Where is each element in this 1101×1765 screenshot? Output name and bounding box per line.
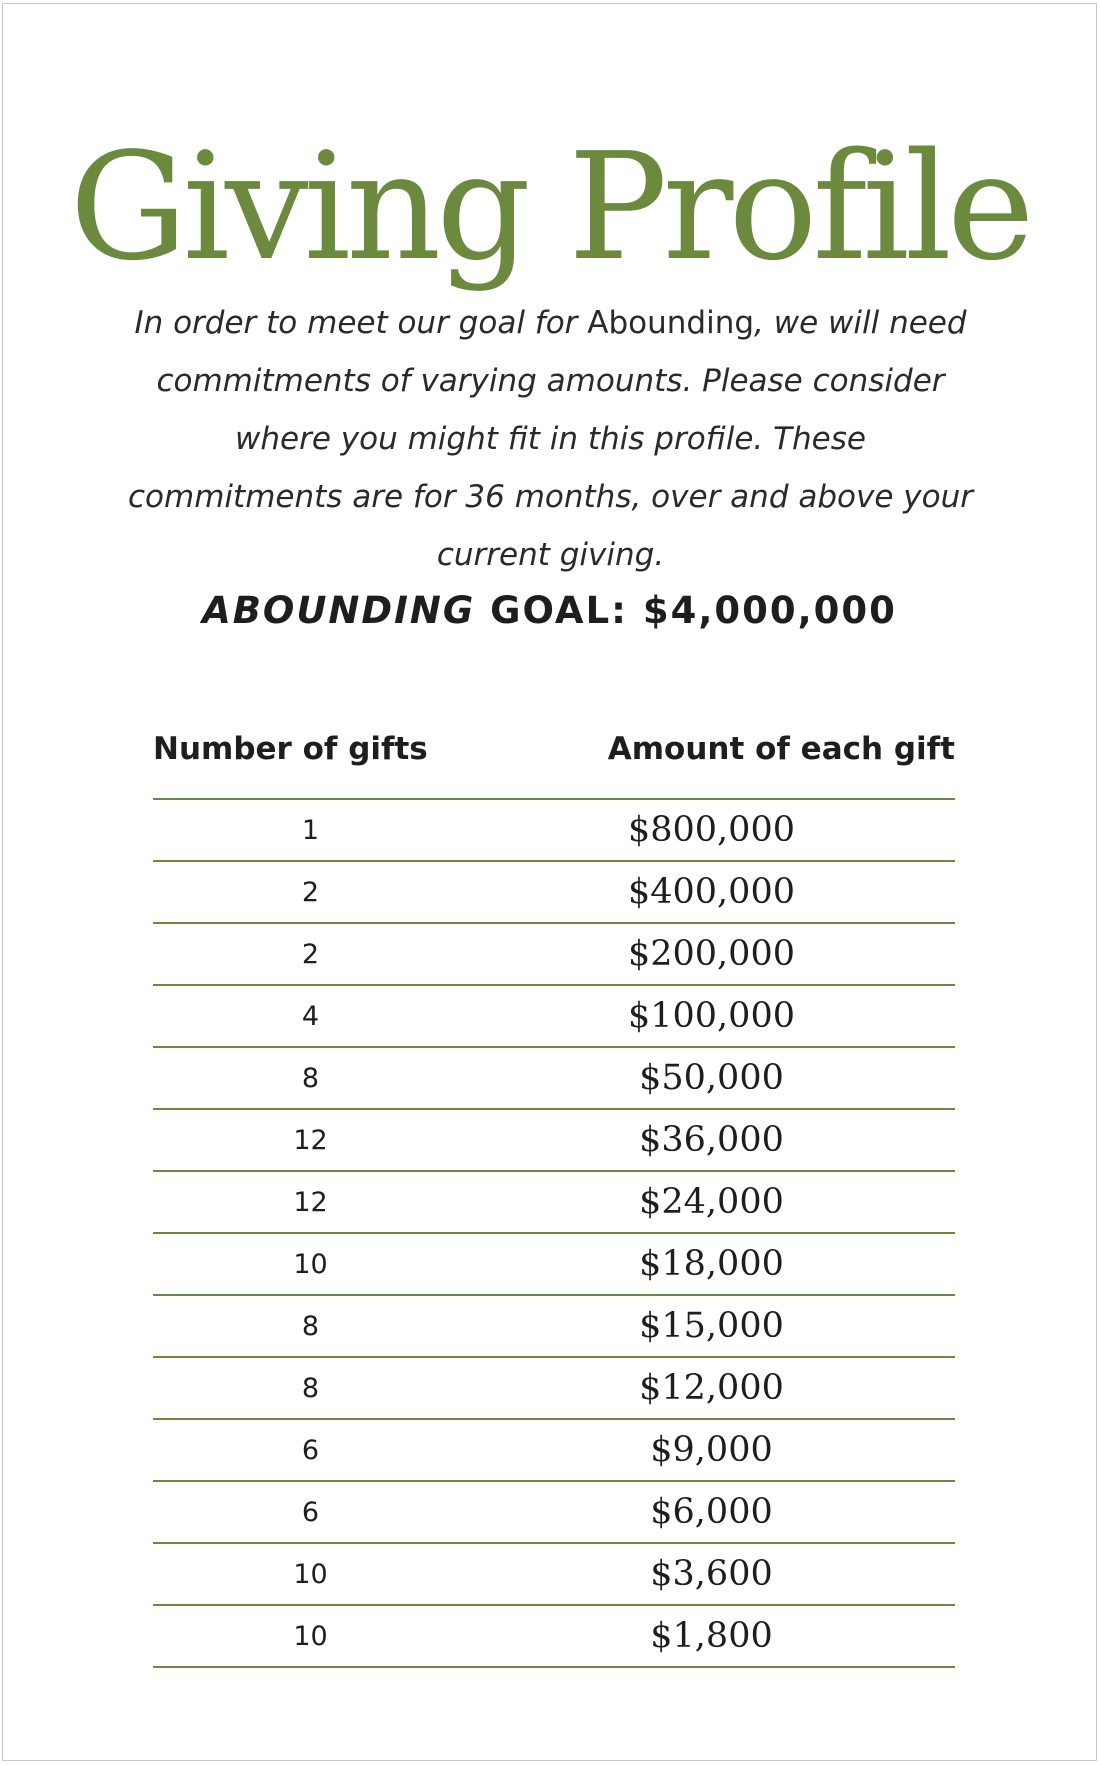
- table-row: [153, 799, 955, 861]
- table-row: [153, 1295, 955, 1357]
- gift-count-cell: 2: [153, 861, 468, 923]
- gift-amount-cell: $6,000: [468, 1481, 955, 1543]
- gift-amount-cell: $18,000: [468, 1233, 955, 1295]
- page-title: Giving Profile: [69, 121, 1030, 293]
- document-page: [2, 3, 1097, 1761]
- goal-label: GOAL:: [475, 589, 643, 632]
- gift-count-cell: 10: [153, 1543, 468, 1605]
- table-row: [153, 1233, 955, 1295]
- gift-amount-cell: $3,600: [468, 1543, 955, 1605]
- intro-text-part2: , we will need commitments of varying amounts. Please consider where you might fit in this profile. These commitments are for 36 months, over and above your current giving.: [128, 305, 973, 573]
- gift-count-cell: 1: [153, 799, 468, 861]
- gift-count-cell: 8: [153, 1047, 468, 1109]
- gift-count-cell: 8: [153, 1357, 468, 1419]
- goal-heading: [3, 589, 1096, 632]
- gift-count-cell: 12: [153, 1109, 468, 1171]
- gift-amount-cell: $100,000: [468, 985, 955, 1047]
- gift-count-cell: 8: [153, 1295, 468, 1357]
- gift-amount-cell: $400,000: [468, 861, 955, 923]
- table-row: [153, 1481, 955, 1543]
- table-row: [153, 1357, 955, 1419]
- table-row: [153, 1605, 955, 1667]
- gift-amount-cell: $12,000: [468, 1357, 955, 1419]
- gift-amount-cell: $200,000: [468, 923, 955, 985]
- header-number-of-gifts: Number of gifts: [153, 712, 468, 799]
- gift-amount-cell: $24,000: [468, 1171, 955, 1233]
- intro-text-part1: In order to meet our goal for: [134, 305, 588, 341]
- gift-table: [153, 712, 955, 1668]
- gift-table-body: [153, 799, 955, 1667]
- table-row: [153, 1047, 955, 1109]
- gift-amount-cell: $1,800: [468, 1605, 955, 1667]
- gift-count-cell: 2: [153, 923, 468, 985]
- gift-count-cell: 6: [153, 1419, 468, 1481]
- intro-campaign-name: Abounding: [587, 305, 755, 341]
- gift-amount-cell: $800,000: [468, 799, 955, 861]
- table-row: [153, 923, 955, 985]
- gift-amount-cell: $15,000: [468, 1295, 955, 1357]
- gift-table-header-row: [153, 712, 955, 799]
- table-row: [153, 861, 955, 923]
- table-row: [153, 1543, 955, 1605]
- intro-paragraph: [123, 294, 978, 584]
- gift-count-cell: 6: [153, 1481, 468, 1543]
- table-row: [153, 985, 955, 1047]
- table-row: [153, 1419, 955, 1481]
- gift-count-cell: 10: [153, 1233, 468, 1295]
- gift-count-cell: 12: [153, 1171, 468, 1233]
- table-row: [153, 1171, 955, 1233]
- gift-count-cell: 4: [153, 985, 468, 1047]
- header-amount-of-each-gift: Amount of each gift: [468, 712, 955, 799]
- gift-count-cell: 10: [153, 1605, 468, 1667]
- goal-amount: $4,000,000: [642, 589, 897, 632]
- gift-amount-cell: $9,000: [468, 1419, 955, 1481]
- table-row: [153, 1109, 955, 1171]
- goal-campaign-name: ABOUNDING: [202, 589, 476, 632]
- gift-amount-cell: $50,000: [468, 1047, 955, 1109]
- gift-amount-cell: $36,000: [468, 1109, 955, 1171]
